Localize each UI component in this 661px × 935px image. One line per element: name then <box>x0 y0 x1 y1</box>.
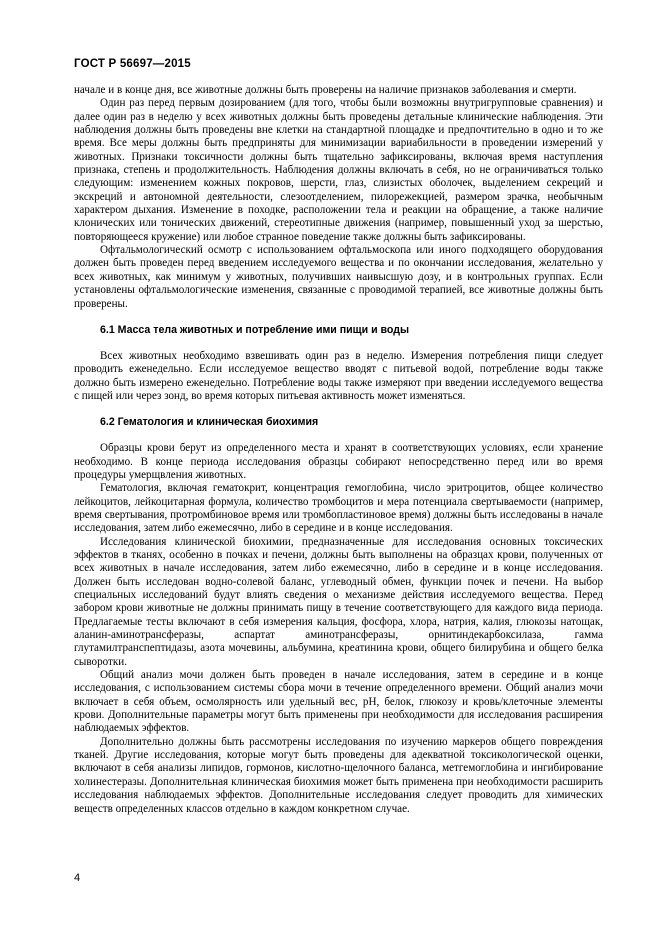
paragraph: начале и в конце дня, все животные должны быть проверены на наличие признаков заболевания и смерти. <box>74 84 577 96</box>
document-body <box>74 84 603 816</box>
paragraph: Образцы крови берут из определенного места и хранят в соответствующих условиях, если хранение необходимо. В конце периода исследования образцы собирают непосредственно перед или во время процедуры умерщвления животных. <box>74 442 603 481</box>
paragraph: Офтальмологический осмотр с использованием офтальмоскопа или иного подходящего оборудования должен быть проведен перед введением исследуемого вещества и по окончании исследования, желательно у всех животных, как минимум у животных, получивших наивысшую дозу, и в контрольных группах. Если установлены офтальмологические изменения, связанные с проводимой терапией, все животные должны быть проверены. <box>74 244 603 310</box>
paragraph: Дополнительно должны быть рассмотрены исследования по изучению маркеров общего повреждения тканей. Другие исследования, которые могут быть проведены для адекватной токсикологической оценки, включают в себя анализы липидов, гормонов, кислотно-щелочного баланса, метгемоглобина и ингибирование холинестеразы. Дополнительная клиническая биохимия может быть применена при необходимости расширить исследования наблюдаемых эффектов. Дополнительные исследования следует проводить для химических веществ определенных классов отдельно в каждом конкретном случае. <box>74 735 603 815</box>
page-number: 4 <box>74 872 81 884</box>
paragraph: Общий анализ мочи должен быть проведен в начале исследования, затем в середине и в конце исследования, с использованием системы сбора мочи в течение определенного времени. Общий анализ мочи включает в себя объем, осмолярность или удельный вес, рН, белок, глюкозу и кровь/клеточные элементы крови. Дополнительные параметры могут быть применены при необходимости для исследования расширения наблюдаемых эффектов. <box>74 669 603 735</box>
section-heading-6-1: 6.1 Масса тела животных и потребление ими пищи и воды <box>100 323 410 336</box>
section-heading-6-2: 6.2 Гематология и клиническая биохимия <box>100 416 319 429</box>
paragraph: Всех животных необходимо взвешивать один раз в неделю. Измерения потребления пищи следует проводить еженедельно. Если исследуемое вещество вводят с питьевой водой, потребление воды также должно быть измерено еженедельно. Потребление воды также измеряют при введении исследуемого вещества с пищей или через зонд, во время которых питьевая активность может изменяться. <box>74 349 603 402</box>
paragraph: Исследования клинической биохимии, предназначенные для исследования основных токсических эффектов в тканях, особенно в почках и печени, должны быть выполнены на образцах крови, полученных от всех животных в начале исследования, затем либо ежемесячно, либо в середине и в конце исследования. Должен быть исследован водно-солевой баланс, углеводный обмен, функции почек и печени. На выбор специальных исследований будут влиять сведения о механизме действия исследуемого вещества. Перед забором крови животные не должны принимать пищу в течение соответствующего для каждого вида периода. Предлагаемые тесты включают в себя измерения кальция, фосфора, хлора, натрия, калия, глюкозы натощак, аланин-аминотрансферазы, аспартат аминотрансферазы, орнитиндекарбоксилаза, гамма глутамилтранспептидазы, азота мочевины, альбумина, креатинина крови, общего билирубина и общего белка сыворотки. <box>74 535 603 668</box>
paragraph: Один раз перед первым дозированием (для того, чтобы были возможны внутригрупповые сравнения) и далее один раз в неделю у всех животных должны быть проведены детальные клинические наблюдения. Эти наблюдения должны быть проведены вне клетки на стандартной площадке и предпочтительно в одно и то же время. Все меры должны быть предприняты для минимизации вариабильности в проведении измерений у животных. Признаки токсичности должны быть тщательно зафиксированы, включая время наступления признака, степень и продолжительность. Наблюдения должны включать в себя, но не ограничиваться только следующим: изменением кожных покровов, шерсти, глаз, слизистых оболочек, выделением секреций и экскреций и автономной деятельности, слезоотделением, пилорежекцией, размером зрачка, необычным характером дыхания. Изменение в походке, расположении тела и реакции на обращение, а также наличие клонических или тонических движений, стереотипные движения (например, повышенный уход за шерстью, повторяющееся кружение) или любое странное поведение также должны быть зафиксированы. <box>74 97 603 243</box>
page-header: ГОСТ Р 56697—2015 <box>74 58 191 70</box>
paragraph: Гематология, включая гематокрит, концентрация гемоглобина, число эритроцитов, общее количество лейкоцитов, лейкоцитарная формула, количество тромбоцитов и мера потенциала свертываемости (например, время свертывания, протромбиновое время или тромбопластиновое время) должны быть исследованы в начале исследования, затем либо ежемесячно, либо в середине и в конце исследования. <box>74 482 603 535</box>
